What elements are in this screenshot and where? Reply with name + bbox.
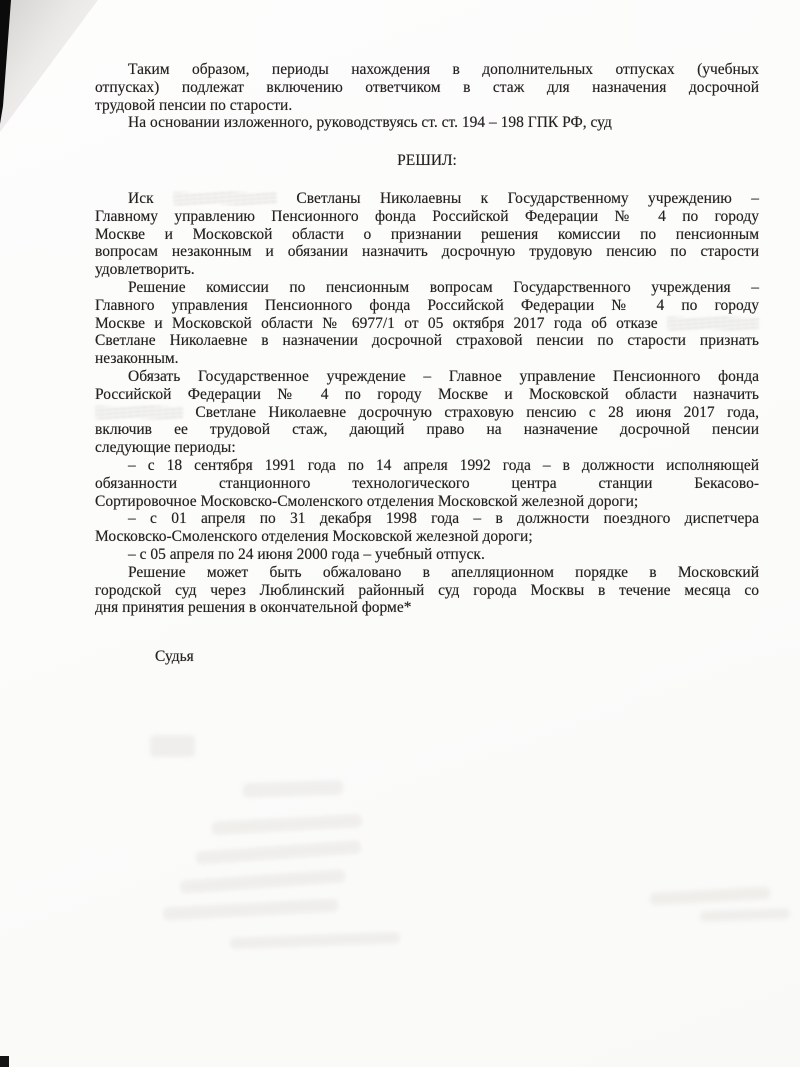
paragraph: [95, 279, 759, 368]
list-item: [95, 457, 759, 510]
text-line: Иск Светланы Николаевны к Государственному учреждению –: [128, 189, 759, 207]
paragraph: [95, 190, 759, 279]
text-line: отпусках) подлежат включению ответчиком в стаж для назначения досрочной: [95, 78, 759, 96]
text-line: Сортировочное Московско-Смоленского отделения Московской железной дороги;: [95, 492, 639, 510]
text-line: Светлане Николаевне в назначении досрочной страховой пенсии по старости признать: [95, 332, 759, 350]
scanner-background-notch: [0, 1056, 9, 1067]
text-line: Московско-Смоленского отделения Московской железной дороги;: [95, 528, 533, 546]
paragraph: [95, 368, 759, 457]
text-line: На основании изложенного, руководствуясь ст. ст. 194 – 198 ГПК РФ, суд: [128, 114, 612, 132]
text-line: Обязать Государственное учреждение – Главное управление Пенсионного фонда: [128, 367, 759, 385]
text-line: – с 05 апреля по 24 июня 2000 года – учебный отпуск.: [128, 545, 485, 563]
text-line: городской суд через Люблинский районный суд города Москвы в течение месяца со: [95, 581, 759, 599]
paragraph: [95, 564, 759, 617]
text-line: обязанности станционного технологического центра станции Бекасово-: [95, 474, 759, 492]
text-line: Решение комиссии по пенсионным вопросам Государственного учреждения –: [128, 278, 759, 296]
paragraph: [95, 61, 759, 114]
text-line: Российской Федерации № 4 по городу Москве и Московской области назначить: [95, 385, 759, 403]
decision-heading: РЕШИЛ:: [397, 152, 457, 170]
text-line: дня принятия решения в окончательной форме*: [95, 599, 412, 617]
text-line: следующие периоды:: [95, 439, 236, 457]
text-line: Москве и Московской области о признании решения комиссии по пенсионным: [95, 225, 759, 243]
list-item: [95, 546, 759, 564]
text-line: Решение может быть обжаловано в апелляционном порядке в Московский: [128, 563, 759, 581]
list-item: [95, 510, 759, 546]
operative-part-paragraphs: [95, 190, 759, 617]
reasoning-conclusion-paragraphs: [95, 61, 759, 132]
redacted-name-blur: [173, 192, 277, 205]
text-line: Главному управлению Пенсионного фонда Российской Федерации № 4 по городу: [95, 207, 759, 225]
text-line: трудовой пенсии по старости.: [95, 96, 293, 114]
text-line: удовлетворить.: [95, 261, 195, 279]
text-line: – с 18 сентября 1991 года по 14 апреля 1992 года – в должности исполняющей: [128, 456, 759, 474]
text-line: Москве и Московской области № 6977/1 от 05 октября 2017 года об отказе: [95, 315, 759, 333]
bleed-through-mark: [150, 735, 195, 757]
text-line: Светлане Николаевне досрочную страховую пенсию с 28 июня 2017 года,: [95, 404, 759, 422]
redacted-name-blur: [95, 406, 183, 419]
paragraph: [95, 114, 759, 132]
text-line: включив ее трудовой стаж, дающий право на назначение досрочной пенсии: [95, 421, 759, 439]
text-line: Таким образом, периоды нахождения в дополнительных отпусках (учебных: [128, 61, 759, 78]
text-line: вопросам незаконным и обязании назначить досрочную трудовую пенсию по старости: [95, 243, 759, 261]
decision-text: [95, 61, 759, 666]
text-line: незаконным.: [95, 350, 179, 368]
redacted-name-blur: [667, 317, 759, 330]
text-line: – с 01 апреля по 31 декабря 1998 года – в должности поездного диспетчера: [128, 510, 759, 528]
judge-signature-label: Судья: [155, 648, 194, 666]
text-line: Главного управления Пенсионного фонда Российской Федерации № 4 по городу: [95, 296, 759, 314]
